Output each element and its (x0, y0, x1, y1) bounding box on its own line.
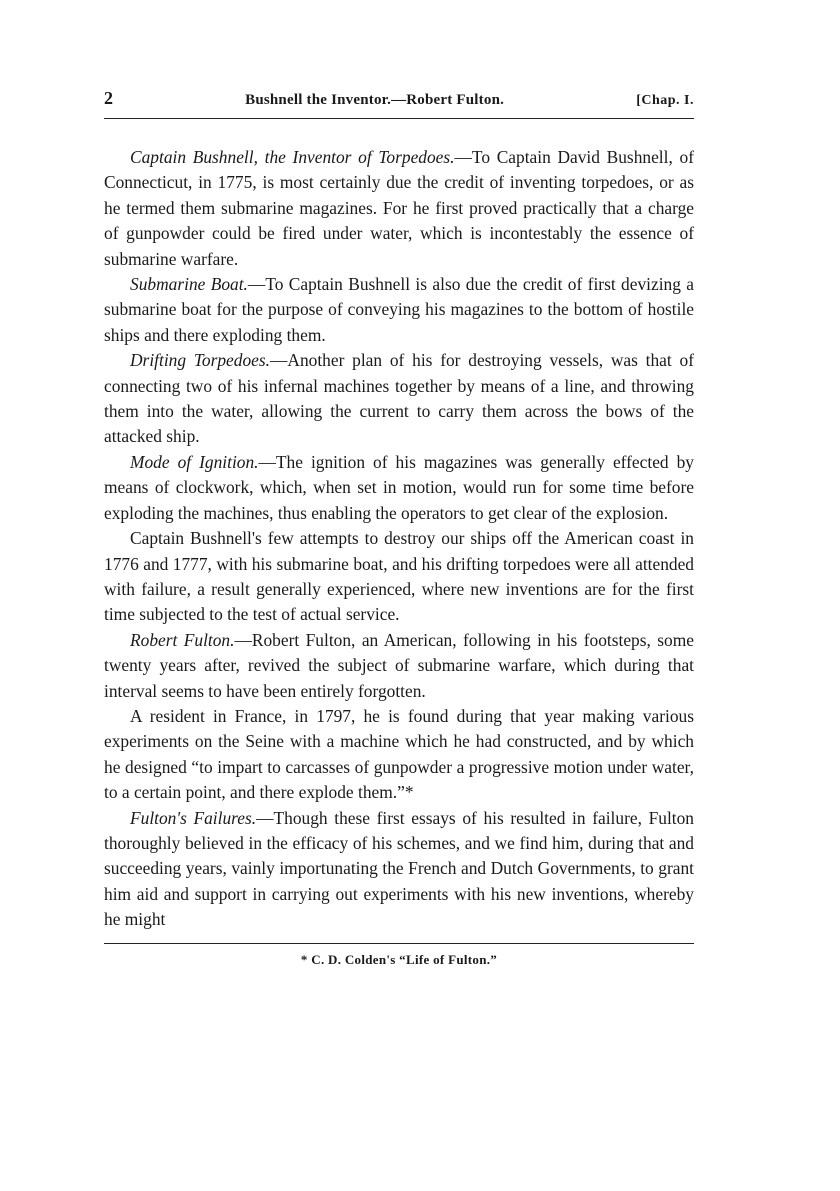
paragraph-bushnell-inventor (104, 145, 694, 272)
paragraph-submarine-boat (104, 272, 694, 348)
paragraph-resident-france (104, 704, 694, 806)
paragraph-mode-of-ignition (104, 450, 694, 526)
paragraph-fulton-failures (104, 806, 694, 933)
paragraph-text: —Robert Fulton, an American, following in his footsteps, some twenty years after, revived the subject of submarine warfare, which during that interval seems to have been entirely forgotten. (104, 629, 695, 701)
footnote: * C. D. Colden's “Life of Fulton.” (300, 951, 498, 967)
paragraph-lead: Submarine Boat. (130, 274, 248, 295)
paragraph-text: —To Captain Bushnell is also due the credit of first devizing a submarine boat for the purpose of conveying his magazines to the bottom of hostile ships and there exploding them. (104, 274, 694, 345)
body-text (104, 145, 694, 933)
running-head (104, 88, 694, 112)
paragraph-text: —Though these first essays of his resulted in failure, Fulton thoroughly believed in the efficacy of his schemes, and we find him, during that and succeeding years, vainly importunating the French and Dutch Governments, to grant him aid and support in carrying out experiments with his new inventions, whereby he might (104, 807, 694, 930)
paragraph-text: Captain Bushnell's few attempts to destroy our ships off the American coast in 1776 and 1777, with his submarine boat, and his drifting torpedoes were all attended with failure, a result generally experienced, where new inventions are for the first time subjected to the test of actual service. (104, 528, 694, 625)
paragraph-text: —The ignition of his magazines was generally effected by means of clockwork, which, when set in motion, would run for some time before exploding the machines, thus enabling the operators to get clear of the explosion. (104, 451, 694, 523)
paragraph-text: A resident in France, in 1797, he is found during that year making various experiments on the Seine with a machine which he had constructed, and by which he designed “to impart to carcasses of gunpowder a progressive motion under water, to a certain point, and there explode them.”* (104, 705, 694, 803)
paragraph-text: —Another plan of his for destroying vessels, was that of connecting two of his infernal machines together by means of a line, and throwing them into the water, allowing the current to carry them across the bows of the attacked ship. (104, 350, 694, 447)
paragraph-lead: Fulton's Failures. (130, 807, 257, 828)
paragraph-lead: Captain Bushnell, the Inventor of Torpedoes. (130, 147, 455, 167)
book-page (104, 88, 694, 968)
running-title: Bushnell the Inventor.—Robert Fulton. (245, 92, 505, 108)
header-rule (104, 118, 694, 119)
paragraph-lead: Robert Fulton. (130, 629, 235, 650)
paragraph-drifting-torpedoes (104, 348, 694, 450)
page-number: 2 (104, 88, 113, 108)
paragraph-lead: Mode of Ignition. (130, 451, 259, 472)
paragraph-lead: Drifting Torpedoes. (130, 350, 270, 371)
paragraph-text: —To Captain David Bushnell, of Connecticut, in 1775, is most certainly due the credit of inventing torpedoes, or as he termed them submarine magazines. For he first proved practically that a charge of gunpowder could be fired under water, which is incontestably the essence of submarine warfare. (104, 147, 694, 269)
chapter-mark: [Chap. I. (636, 93, 694, 108)
paragraph-robert-fulton (104, 628, 694, 704)
paragraph-bushnell-attempts (104, 526, 694, 628)
footnote-rule (104, 943, 694, 944)
